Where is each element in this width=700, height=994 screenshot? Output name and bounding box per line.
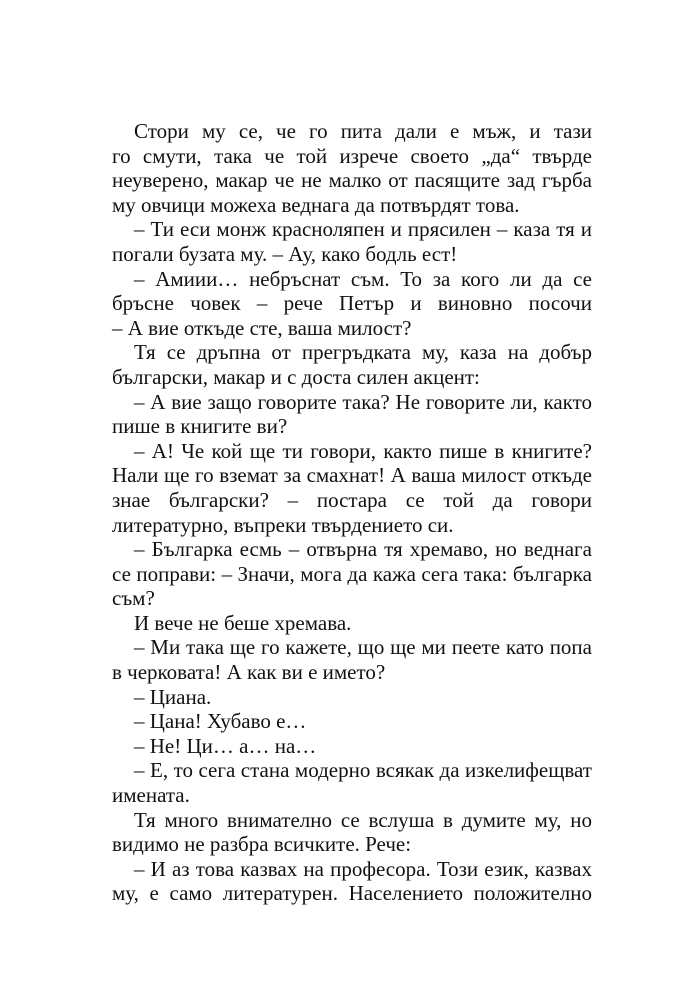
text-line: литературно, въпреки твърдението си. [112, 512, 454, 537]
text-line: в черковата! А как ви е името? [112, 660, 386, 685]
text-line: погали бузата му. – Ау, како бодль ест! [112, 241, 458, 266]
text-line: бръсне човек – рече Петър и виновно посочи [112, 291, 592, 316]
text-line: – А вие защо говорите така? Не говорите ли, както [134, 389, 592, 414]
text-line: – Амиии… небръснат съм. То за кого ли да се [134, 266, 592, 291]
text-line: – Цана! Хубаво е… [134, 709, 307, 734]
text-line: съм? [112, 586, 155, 611]
text-line: – Не! Ци… а… на… [134, 733, 317, 758]
body-text [112, 119, 592, 906]
text-line: – Циана. [134, 684, 212, 709]
text-line: му овчици можеха веднага да потвърдят това. [112, 192, 520, 217]
text-line: – А! Че кой ще ти говори, както пише в книгите? [134, 438, 592, 463]
text-line: видимо не разбра всичките. Рече: [112, 832, 412, 857]
text-line: Тя се дръпна от прегръдката му, каза на добър [134, 340, 592, 365]
text-line: знае български? – постара се той да говори [112, 487, 592, 512]
text-line: – Ми така ще го кажете, що ще ми пеете като попа [134, 635, 592, 660]
text-line: Тя много внимателно се вслуша в думите му, но [134, 807, 592, 832]
text-line: – Българка есмь – отвърна тя хремаво, но веднага [134, 537, 592, 562]
text-line: имената. [112, 783, 190, 808]
text-line: И вече не беше хремава. [134, 610, 352, 635]
text-line: – А вие откъде сте, ваша милост? [112, 315, 412, 340]
text-line: Нали ще го вземат за смахнат! А ваша милост откъде [112, 463, 592, 488]
text-line: български, макар и с доста силен акцент: [112, 364, 480, 389]
text-line: Стори му се, че го пита дали е мъж, и тази [134, 119, 592, 143]
text-line: пише в книгите ви? [112, 414, 288, 439]
text-line: – И аз това казвах на професора. Този език, казвах [134, 856, 592, 881]
text-line: го смути, така че той изрече своето „да“ твърде [112, 143, 592, 168]
text-line: – Ти еси монж красноляпен и прясилен – каза тя и [134, 217, 592, 242]
text-line: – Е, то сега стана модерно всякак да изкелифещват [134, 758, 592, 783]
text-line: му, е само литературен. Населението положително [112, 881, 592, 906]
text-line: се поправи: – Значи, мога да кажа сега така: българка [112, 561, 592, 586]
text-line: неуверено, макар че не малко от пасящите зад гърба [112, 168, 592, 193]
